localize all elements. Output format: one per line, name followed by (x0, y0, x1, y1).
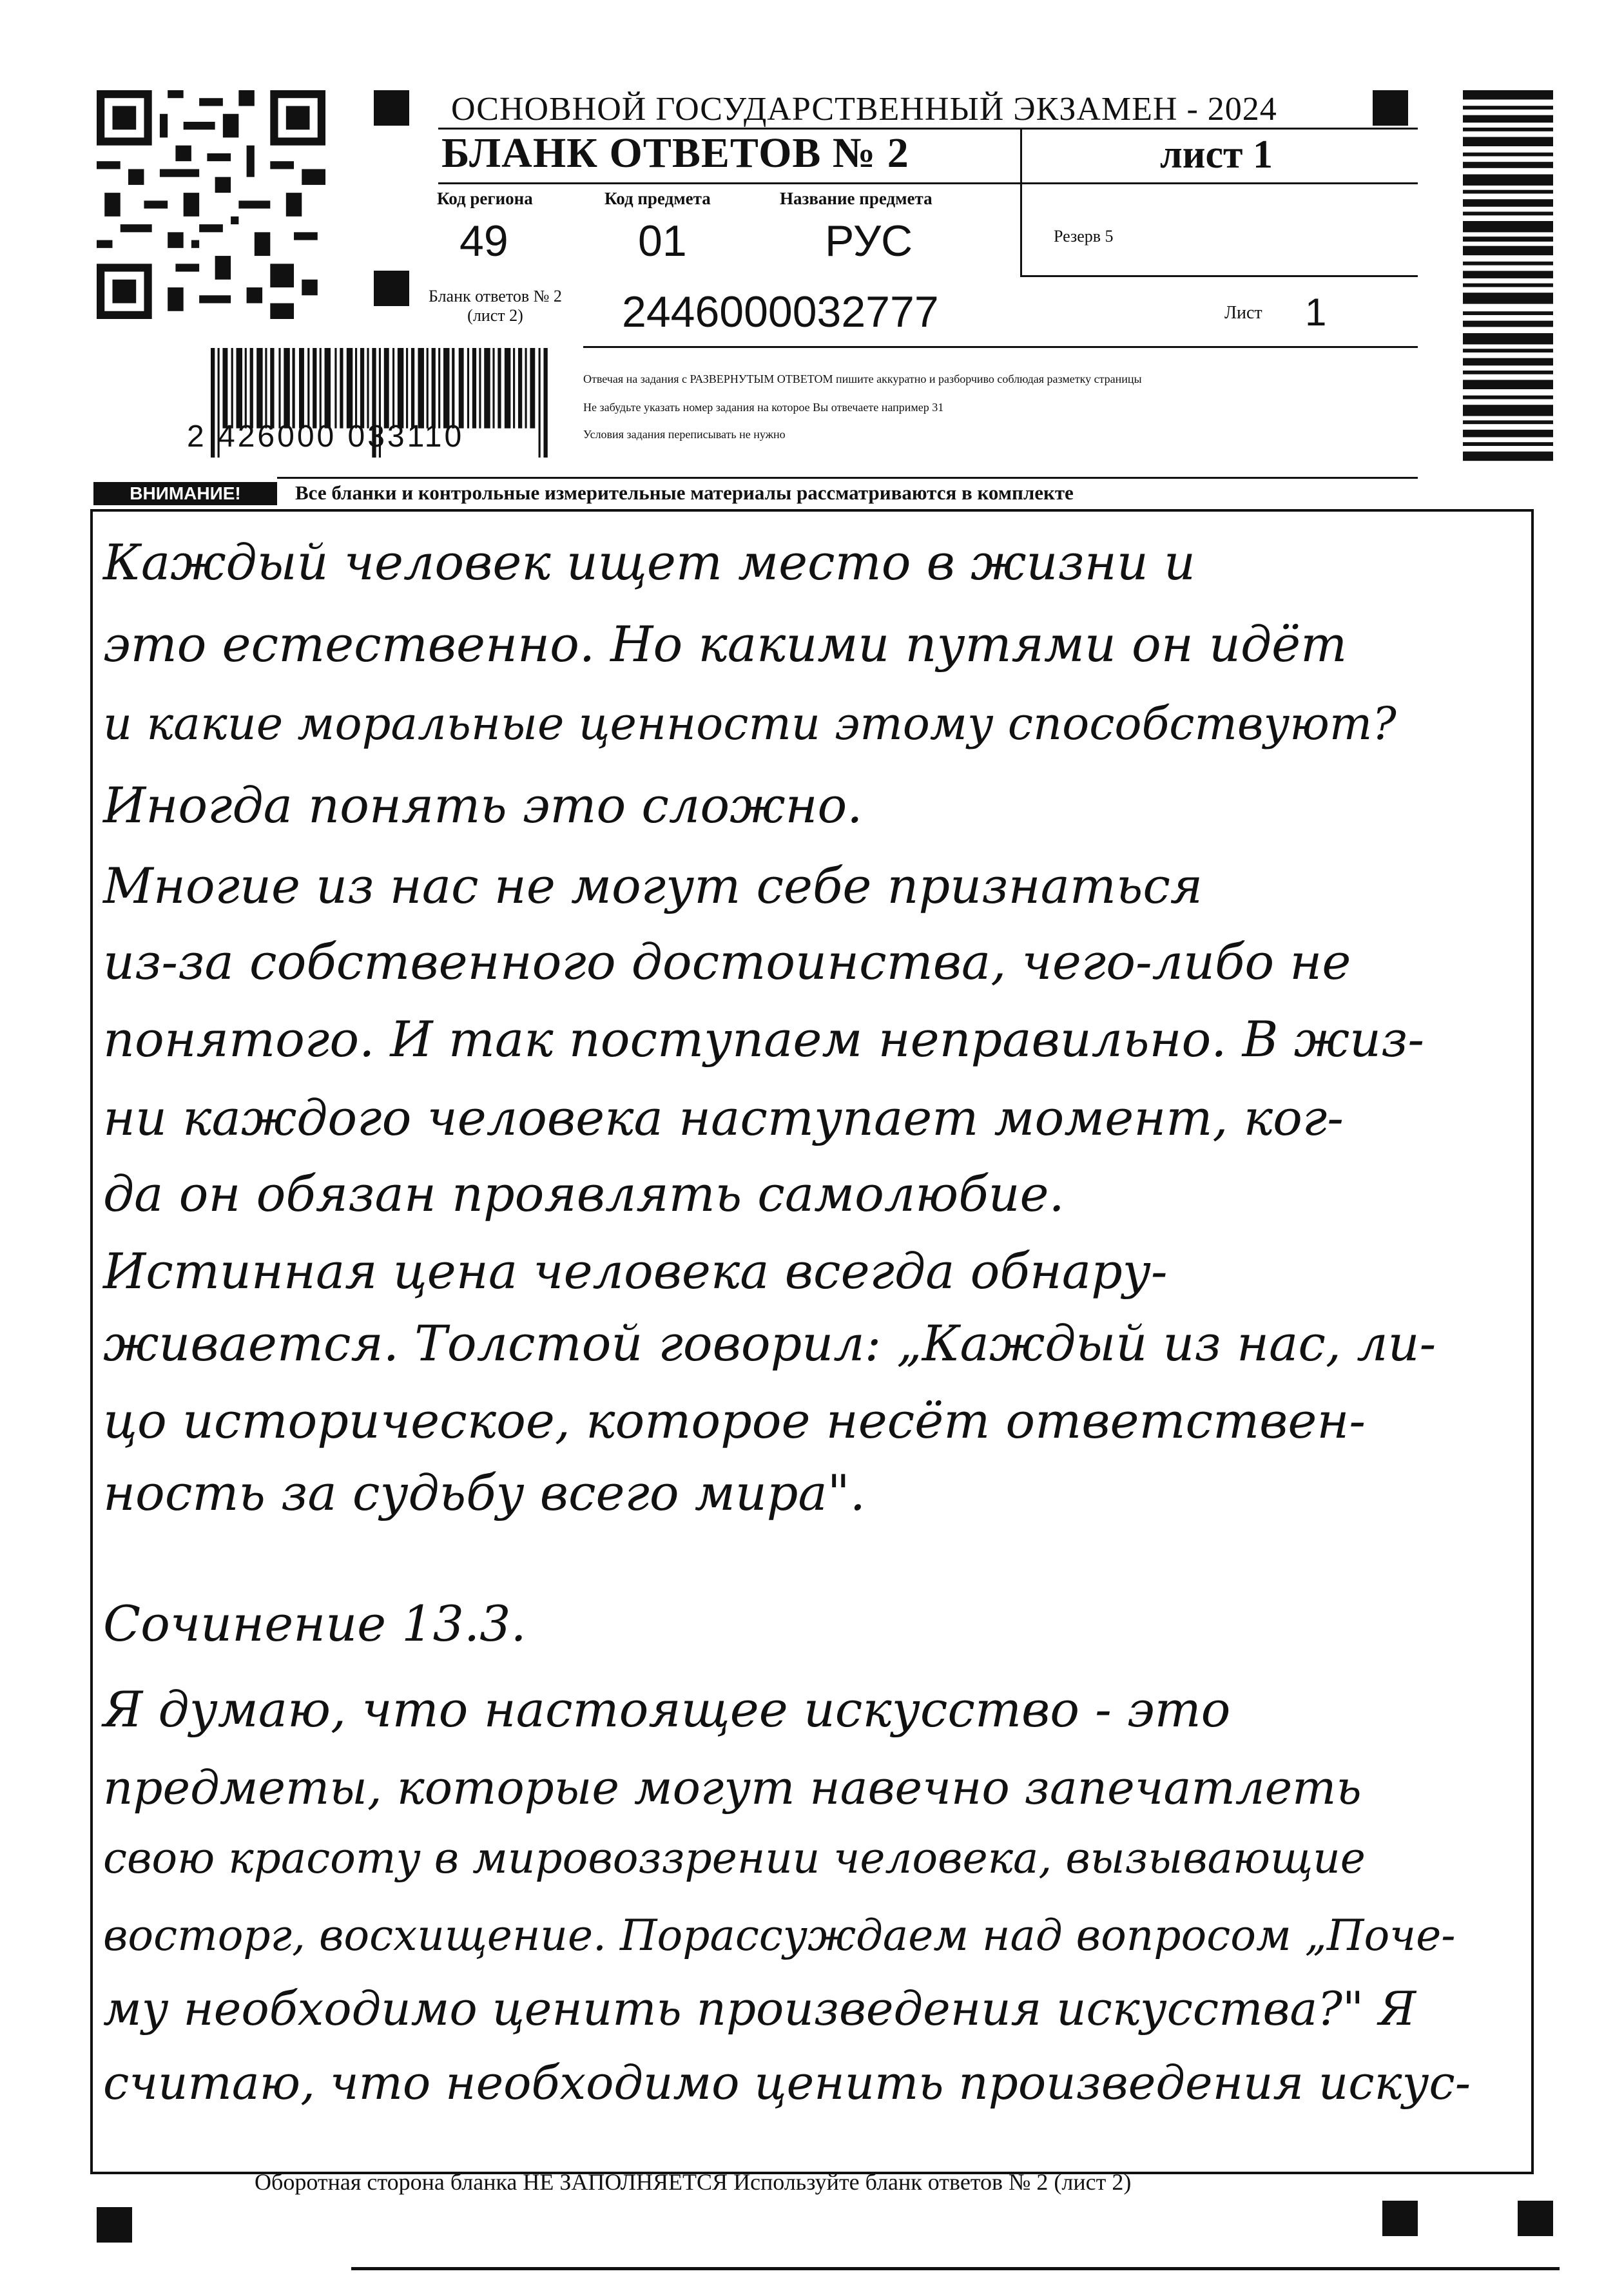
answer-line: Иногда понять это сложно. (103, 777, 863, 834)
barcode-number: 2 426000 033110 (187, 420, 465, 454)
divider (1020, 275, 1418, 277)
instruction-line: Не забудьте указать номер задания на которое Вы отвечаете например 31 (583, 401, 944, 414)
alignment-marker (1518, 2201, 1553, 2236)
sheet-number: 1 (1305, 291, 1327, 334)
answer-line: да он обязан проявлять самолюбие. (103, 1165, 1065, 1222)
instruction-line: Условия задания переписывать не нужно (583, 428, 786, 441)
subject-code-value: 01 (638, 217, 687, 265)
alignment-marker (374, 271, 409, 306)
attention-text: Все бланки и контрольные измерительные материалы рассматриваются в комплекте (295, 481, 1074, 504)
form2-number: 2446000032777 (622, 287, 939, 336)
reserve-field: Резерв 5 (1054, 227, 1114, 246)
alignment-marker (1373, 90, 1408, 126)
form-title: БЛАНК ОТВЕТОВ № 2 (441, 130, 909, 177)
form2-label (429, 287, 562, 325)
answer-line: му необходимо ценить произведения искусства?" Я (103, 1982, 1416, 2036)
answer-line: живается. Толстой говорил: „Каждый из нас, ли- (103, 1315, 1436, 1372)
divider (1020, 128, 1022, 277)
answer-line: свою красоту в мировоззрении человека, вызывающие (103, 1833, 1366, 1883)
exam-title: ОСНОВНОЙ ГОСУДАРСТВЕННЫЙ ЭКЗАМЕН - 2024 (451, 91, 1277, 128)
form2-label-line1: Бланк ответов № 2 (429, 287, 562, 305)
answer-line: понятого. И так поступаем неправильно. В жиз- (103, 1010, 1425, 1068)
answer-line: и какие моральные ценности этому способствуют? (103, 697, 1397, 750)
answer-line: ни каждого человека наступает момент, ког- (103, 1089, 1344, 1146)
answer-line: предметы, которые могут навечно запечатлеть (103, 1761, 1362, 1815)
subject-name-label: Название предмета (780, 189, 933, 208)
answer-line: восторг, восхищение. Порассуждаем над вопросом „Поче- (103, 1911, 1456, 1960)
answer-line: Каждый человек ищет место в жизни и (103, 534, 1195, 591)
alignment-marker (97, 2207, 132, 2243)
side-barcode (1463, 90, 1553, 464)
attention-badge: ВНИМАНИЕ! (93, 482, 277, 505)
divider (438, 182, 1418, 184)
answer-line: из-за собственного достоинства, чего-либо не (103, 933, 1351, 990)
answer-line: Истинная цена человека всегда обнару- (103, 1242, 1168, 1300)
sheet-label: лист 1 (1160, 133, 1273, 177)
alignment-marker (1382, 2201, 1418, 2236)
footer-note: Оборотная сторона бланка НЕ ЗАПОЛНЯЕТСЯ Используйте бланк ответов № 2 (лист 2) (255, 2169, 1132, 2195)
answer-line: это естественно. Но какими путями он идёт (103, 615, 1348, 673)
bottom-rule (351, 2267, 1560, 2270)
answer-line: ность за судьбу всего мира". (103, 1464, 865, 1521)
answer-line: цо историческое, которое несёт ответствен- (103, 1392, 1366, 1449)
answer-line: Сочинение 13.3. (103, 1595, 527, 1652)
answer-line: считаю, что необходимо ценить произведения искус- (103, 2056, 1471, 2110)
subject-code-label: Код предмета (604, 189, 711, 208)
instruction-line: Отвечая на задания с РАЗВЕРНУТЫМ ОТВЕТОМ пишите аккуратно и разборчиво соблюдая разметку страницы (583, 372, 1142, 385)
region-code-value: 49 (459, 217, 508, 265)
answer-line: Я думаю, что настоящее искусство - это (103, 1681, 1231, 1738)
qr-code (97, 90, 325, 319)
subject-name-value: РУС (825, 217, 913, 265)
divider (583, 346, 1418, 348)
divider (277, 477, 1418, 479)
alignment-marker (374, 90, 409, 126)
region-code-label: Код региона (437, 189, 533, 208)
form2-label-line2: (лист 2) (467, 306, 523, 325)
answer-line: Многие из нас не могут себе признаться (103, 857, 1203, 914)
sheet-word: Лист (1224, 303, 1262, 323)
